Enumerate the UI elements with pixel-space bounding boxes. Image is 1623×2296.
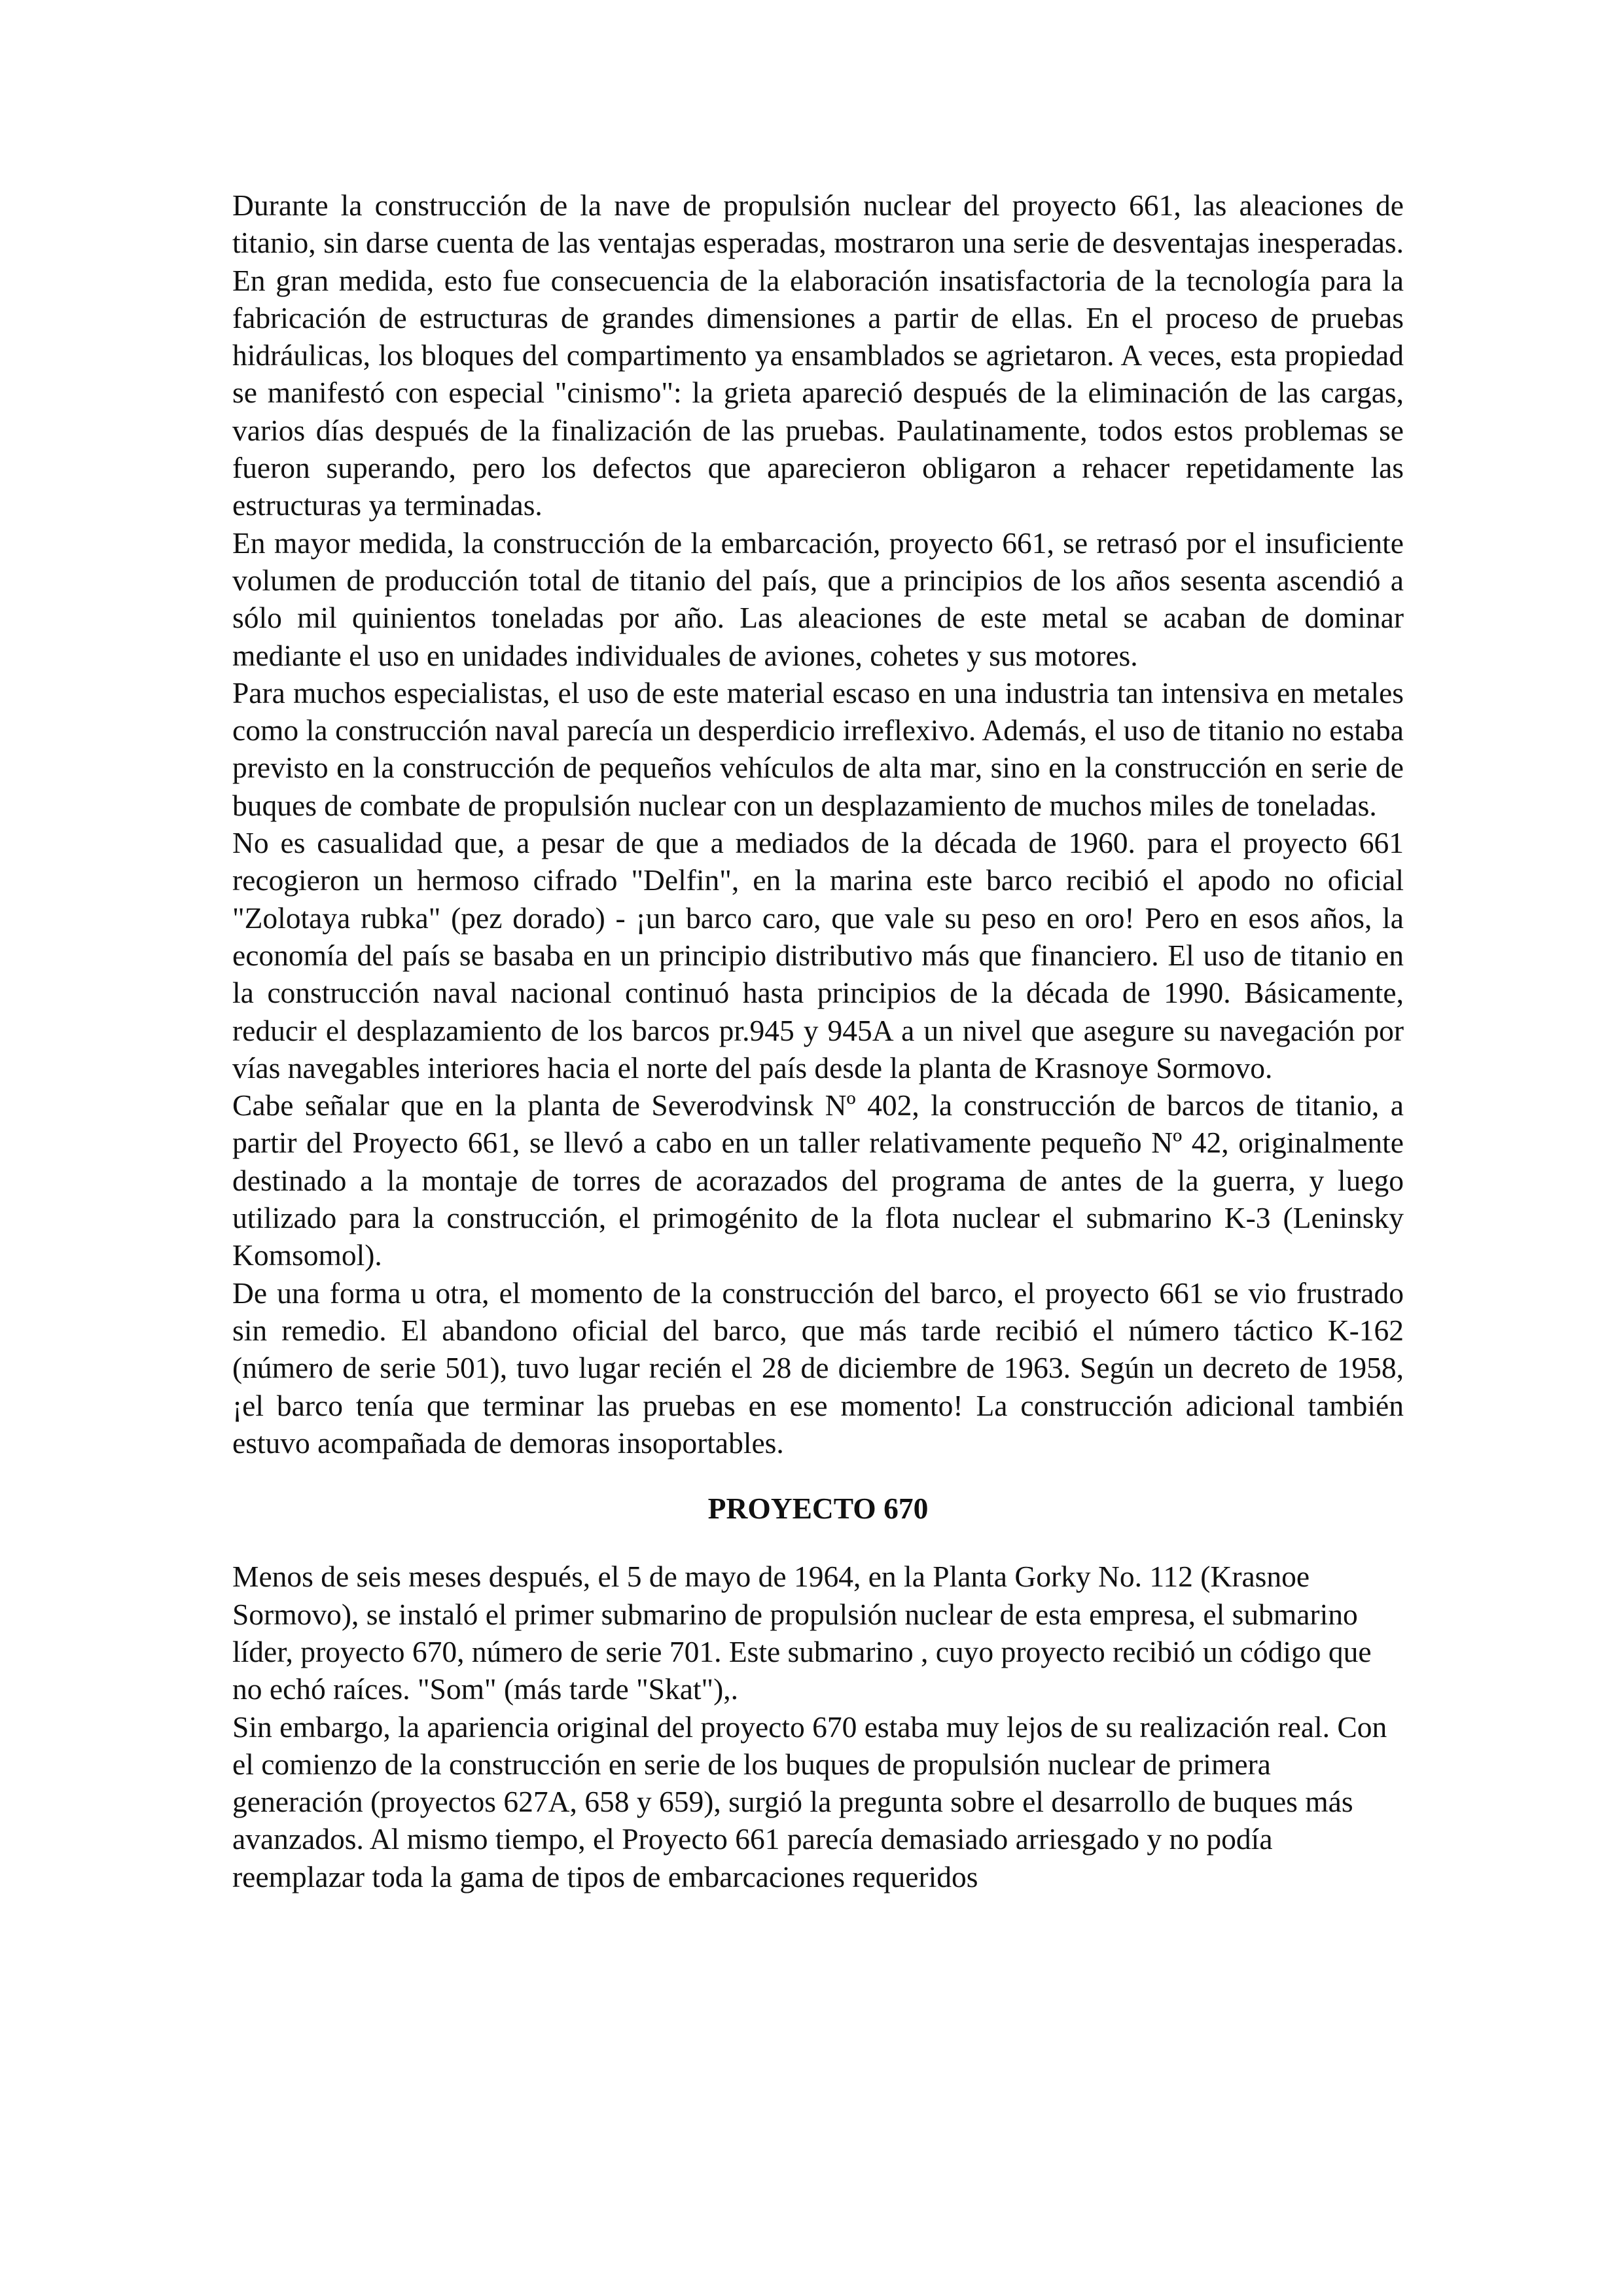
paragraph-gorky-plant: Menos de seis meses después, el 5 de mayo de 1964, en la Planta Gorky No. 112 (Krasnoe Sormovo), se instaló el primer submarino de propulsión nuclear de esta empresa, el submarino líder, proyecto 670, número de serie 701. Este submarino , cuyo proyecto recibió un código que no echó raíces. "Som" (más tarde "Skat"),. [232, 1560, 1372, 1706]
paragraph-specialists-opinion: Para muchos especialistas, el uso de este material escaso en una industria tan intensiva en metales como la construcción naval parecía un desperdicio irreflexivo. Además, el uso de titanio no estaba previsto en la construcción de pequeños vehículos de alta mar, sino en la construcción en serie de buques de combate de propulsión nuclear con un desplazamiento de muchos miles de toneladas. [232, 675, 1404, 822]
paragraph-original-appearance: Sin embargo, la apariencia original del proyecto 670 estaba muy lejos de su realización real. Con el comienzo de la construcción en serie de los buques de propulsión nuclear de primera generación (proyectos 627A, 658 y 659), surgió la pregunta sobre el desarrollo de buques más avanzados. Al mismo tiempo, el Proyecto 661 parecía demasiado arriesgado y no podía reemplazar toda la gama de tipos de embarcaciones requeridos [232, 1710, 1387, 1893]
paragraph-titanium-production: En mayor medida, la construcción de la embarcación, proyecto 661, se retrasó por el insuficiente volumen de producción total de titanio del país, que a principios de los años sesenta ascendió a sólo mil quinientos toneladas por año. Las aleaciones de este metal se acaban de dominar mediante el uso en unidades individuales de aviones, cohetes y sus motores. [232, 526, 1404, 672]
document-body [232, 187, 1404, 1895]
paragraph-titanium-drawbacks: Durante la construcción de la nave de propulsión nuclear del proyecto 661, las aleaciones de titanio, sin darse cuenta de las ventajas esperadas, mostraron una serie de desventajas inesperadas. En gran medida, esto fue consecuencia de la elaboración insatisfactoria de la tecnología para la fabricación de estructuras de grandes dimensiones a partir de ellas. En el proceso de pruebas hidráulicas, los bloques del compartimento ya ensamblados se agrietaron. A veces, esta propiedad se manifestó con especial "cinismo": la grieta apareció después de la eliminación de las cargas, varios días después de la finalización de las pruebas. Paulatinamente, todos estos problemas se fueron superando, pero los defectos que aparecieron obligaron a rehacer repetidamente las estructuras ya terminadas. [232, 188, 1404, 522]
section-heading: PROYECTO 670 [707, 1492, 929, 1526]
paragraph-severodvinsk-plant: Cabe señalar que en la planta de Severodvinsk Nº 402, la construcción de barcos de titanio, a partir del Proyecto 661, se llevó a cabo en un taller relativamente pequeño Nº 42, originalmente destinado a la montaje de torres de acorazados del programa de antes de la guerra, y luego utilizado para la construcción, el primogénito de la flota nuclear el submarino K-3 (Leninsky Komsomol). [232, 1088, 1404, 1272]
paragraph-construction-delay: De una forma u otra, el momento de la construcción del barco, el proyecto 661 se vio frustrado sin remedio. El abandono oficial del barco, que más tarde recibió el número táctico K-162 (número de serie 501), tuvo lugar recién el 28 de diciembre de 1963. Según un decreto de 1958, ¡el barco tenía que terminar las pruebas en ese momento! La construcción adicional también estuvo acompañada de demoras insoportables. [232, 1276, 1404, 1460]
paragraph-golden-fish: No es casualidad que, a pesar de que a mediados de la década de 1960. para el proyecto 661 recogieron un hermoso cifrado "Delfin", en la marina este barco recibió el apodo no oficial "Zolotaya rubka" (pez dorado) - ¡un barco caro, que vale su peso en oro! Pero en esos años, la economía del país se basaba en un principio distributivo más que financiero. El uso de titanio en la construcción naval nacional continuó hasta principios de la década de 1990. Básicamente, reducir el desplazamiento de los barcos pr.945 y 945A a un nivel que asegure su navegación por vías navegables interiores hacia el norte del país desde la planta de Krasnoye Sormovo. [232, 826, 1404, 1085]
